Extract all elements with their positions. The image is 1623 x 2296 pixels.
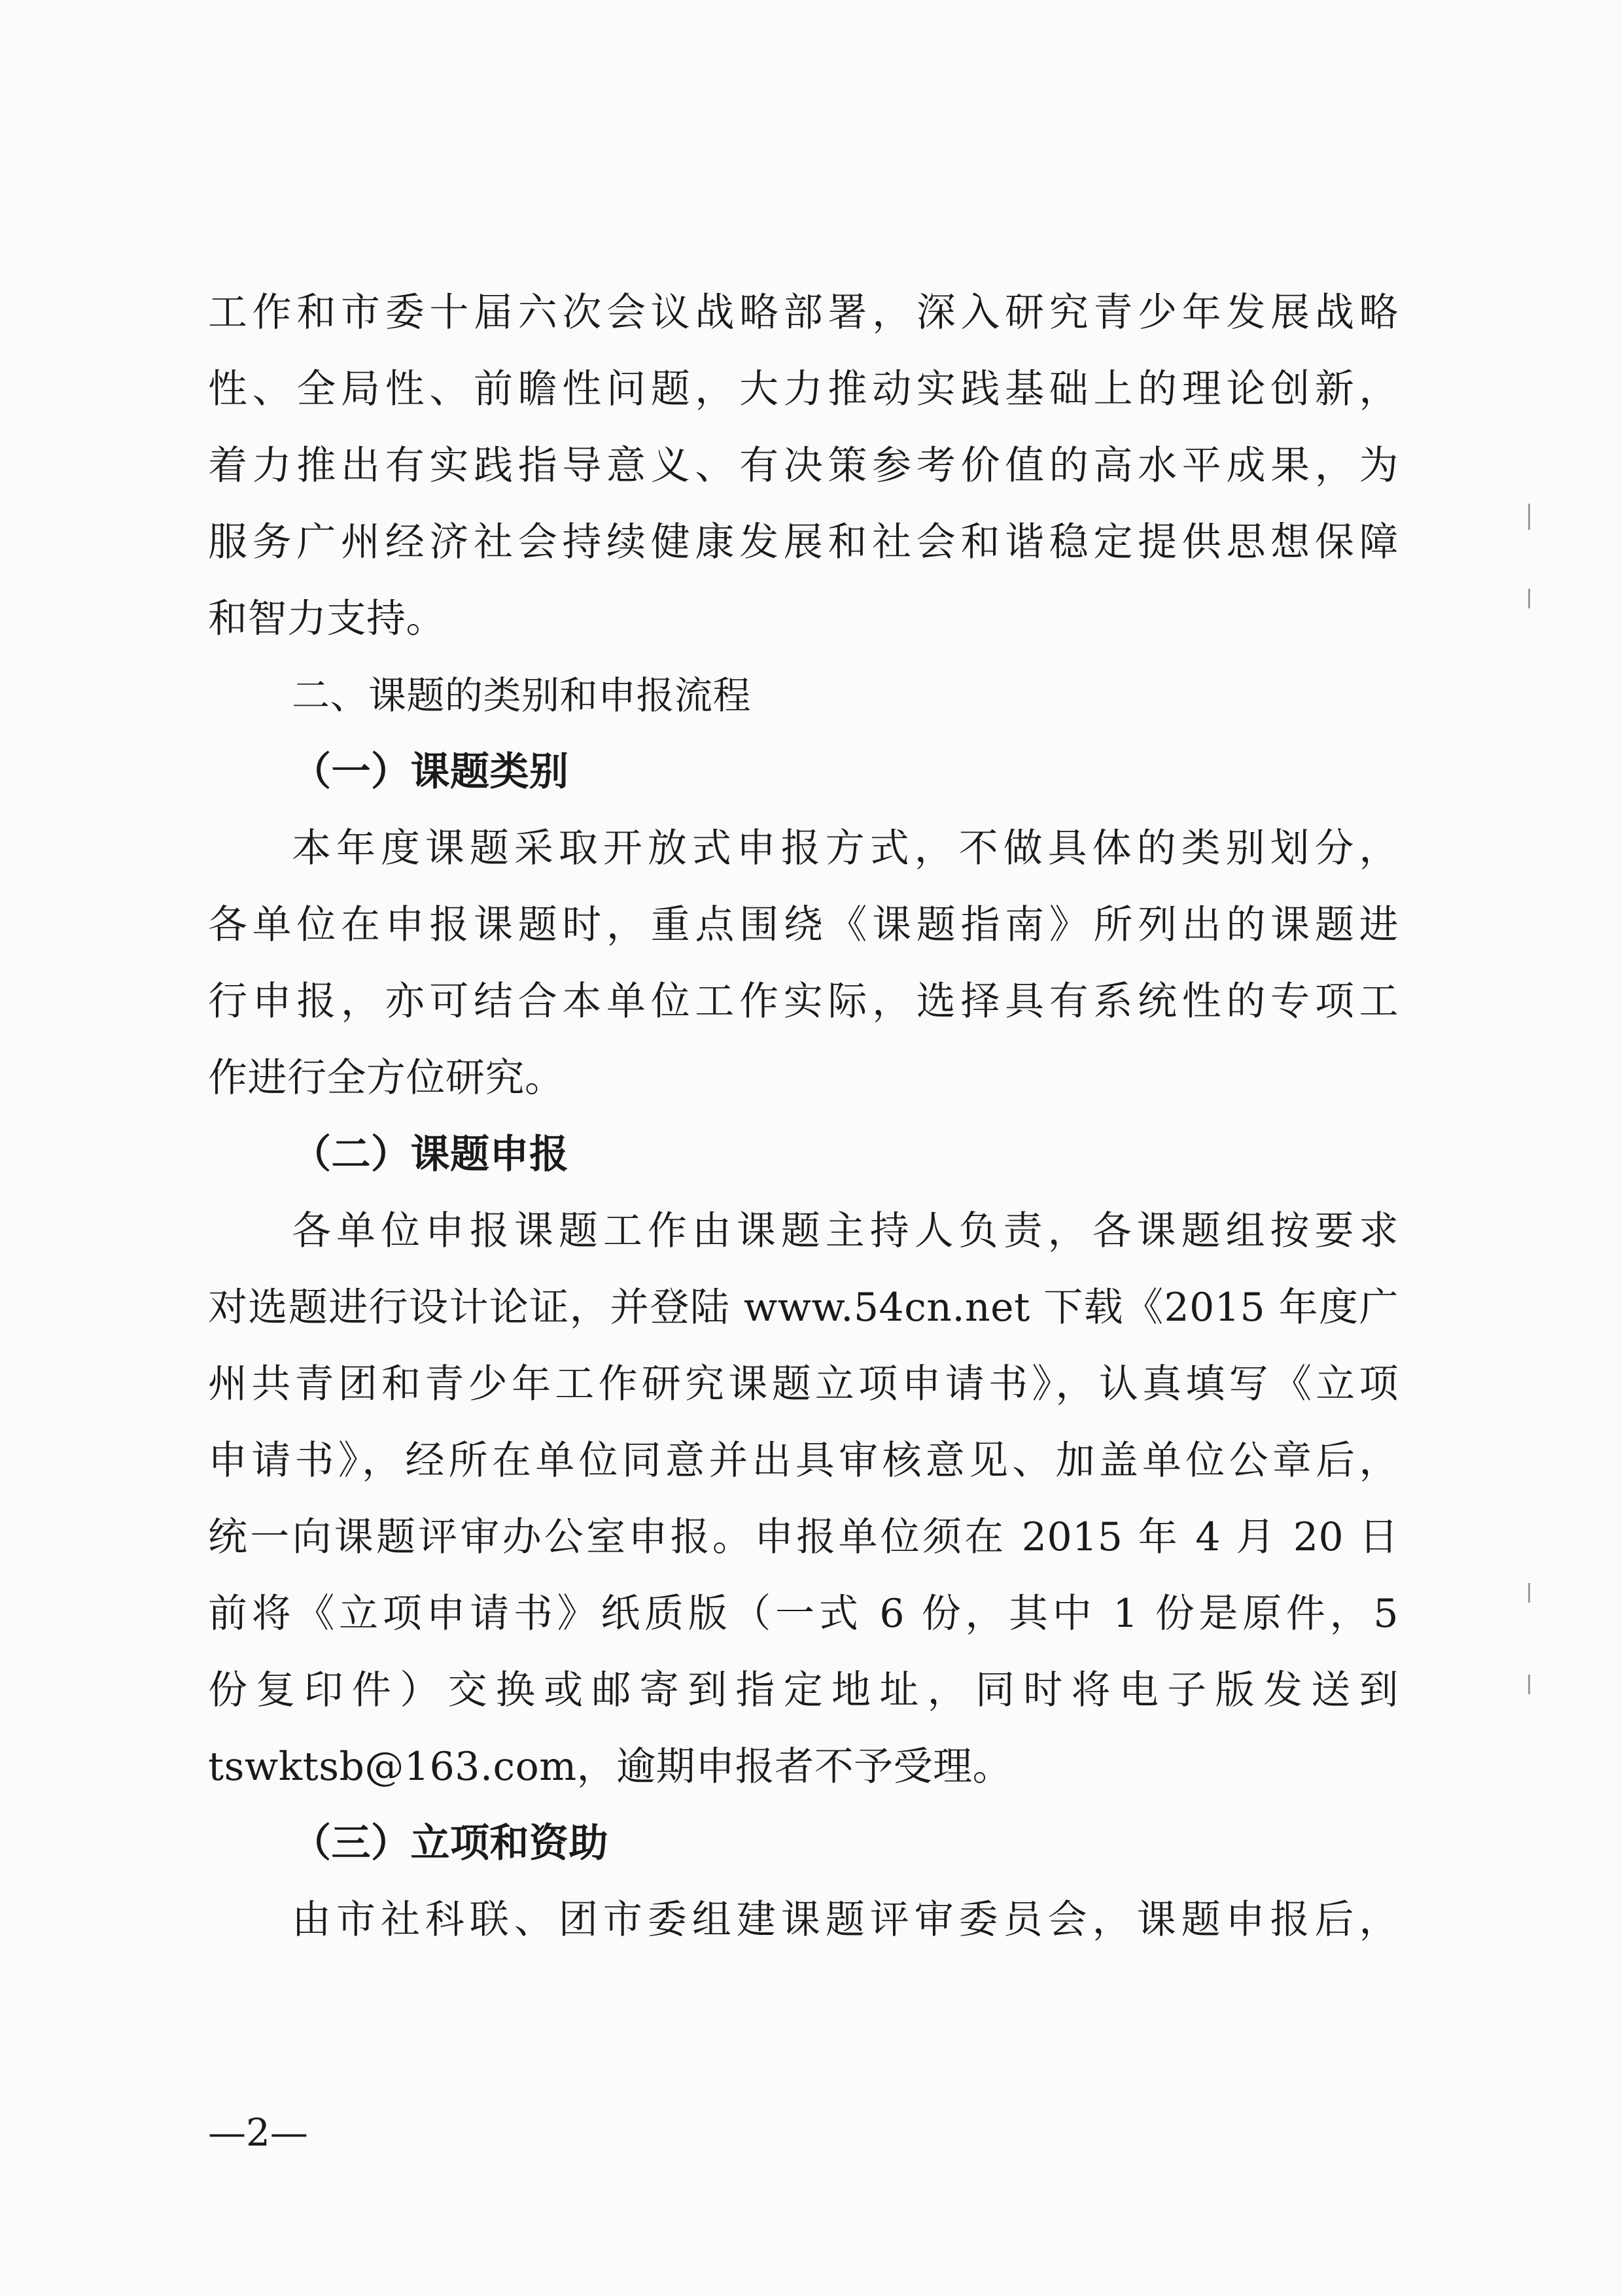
paragraph-line: 申请书》，经所在单位同意并出具审核意见、加盖单位公章后， bbox=[208, 1438, 1399, 1484]
paragraph-line: 服务广州经济社会持续健康发展和社会和谐稳定提供思想保障 bbox=[208, 519, 1399, 565]
section-heading: 二、课题的类别和申报流程 bbox=[292, 673, 752, 718]
paragraph-line: 工作和市委十届六次会议战略部署，深入研究青少年发展战略 bbox=[208, 290, 1399, 336]
paragraph-line: tswktsb@163.com，逾期申报者不予受理。 bbox=[208, 1744, 1013, 1790]
paragraph-line: 对选题进行设计论证，并登陆 www.54cn.net 下载《2015 年度广 bbox=[208, 1285, 1399, 1331]
subsection-heading: （三）立项和资助 bbox=[292, 1820, 608, 1866]
paragraph-line: 行申报，亦可结合本单位工作实际，选择具有系统性的专项工 bbox=[208, 979, 1399, 1024]
scan-artifact bbox=[1528, 504, 1530, 530]
scan-artifact bbox=[1528, 589, 1530, 608]
paragraph-line: 作进行全方位研究。 bbox=[208, 1055, 565, 1101]
subsection-heading: （一）课题类别 bbox=[292, 749, 569, 795]
paragraph-line: 由市社科联、团市委组建课题评审委员会，课题申报后， bbox=[292, 1897, 1399, 1943]
paragraph-line: 性、全局性、前瞻性问题，大力推动实践基础上的理论创新， bbox=[208, 366, 1399, 412]
paragraph-line: 本年度课题采取开放式申报方式，不做具体的类别划分， bbox=[292, 826, 1399, 871]
paragraph-line: 各单位申报课题工作由课题主持人负责，各课题组按要求 bbox=[292, 1208, 1399, 1254]
body-text bbox=[208, 275, 1399, 1958]
paragraph-line: 着力推出有实践指导意义、有决策参考价值的高水平成果，为 bbox=[208, 443, 1399, 489]
paragraph-line: 统一向课题评审办公室申报。申报单位须在 2015 年 4 月 20 日 bbox=[208, 1514, 1399, 1560]
paragraph-line: 份复印件）交换或邮寄到指定地址，同时将电子版发送到 bbox=[208, 1667, 1399, 1713]
page-number: —2— bbox=[208, 2110, 308, 2155]
paragraph-line: 州共青团和青少年工作研究课题立项申请书》，认真填写《立项 bbox=[208, 1361, 1399, 1407]
scan-artifact bbox=[1528, 1583, 1530, 1603]
paragraph-line: 各单位在申报课题时，重点围绕《课题指南》所列出的课题进 bbox=[208, 902, 1399, 948]
paragraph-line: 和智力支持。 bbox=[208, 596, 445, 642]
subsection-heading: （二）课题申报 bbox=[292, 1132, 569, 1177]
paragraph-line: 前将《立项申请书》纸质版（一式 6 份，其中 1 份是原件，5 bbox=[208, 1591, 1399, 1637]
scan-artifact bbox=[1528, 1675, 1530, 1694]
